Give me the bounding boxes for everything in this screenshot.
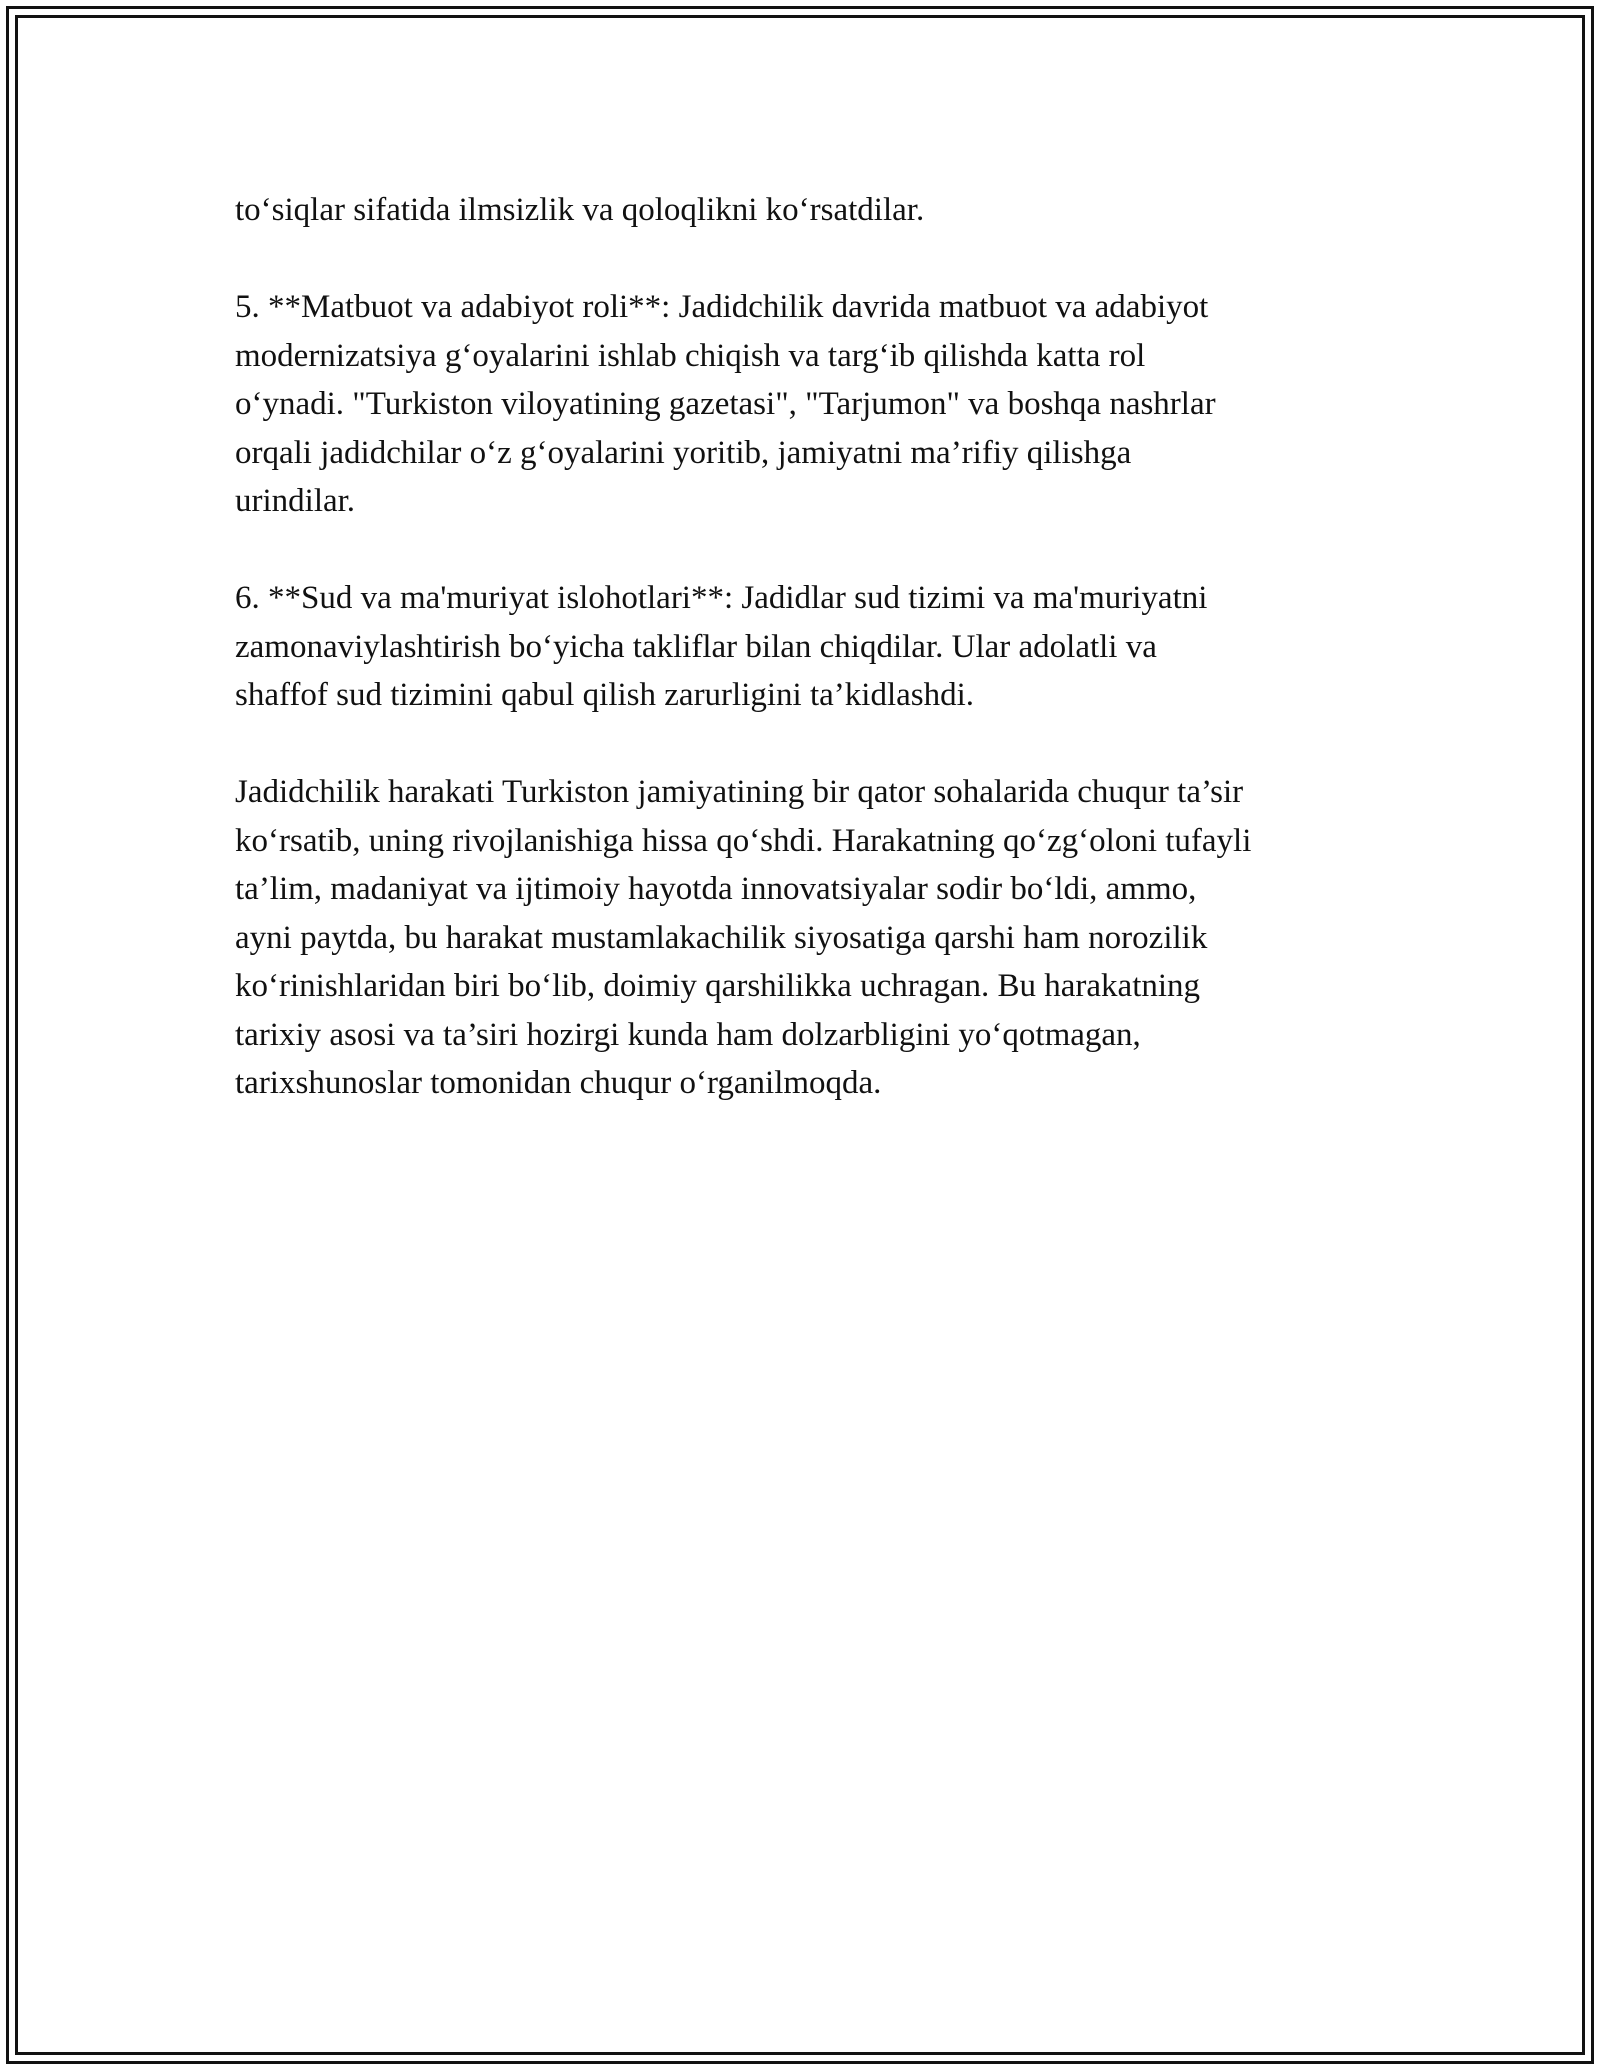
paragraph-item-5-press-literature: 5. **Matbuot va adabiyot roli**: Jadidchilik davrida matbuot va adabiyot modernizatsiya g‘oyalarini ishlab chiqish va targ‘ib qilishda katta rol o‘ynadi. "Turkiston viloyatining gazetasi", "Tarjumon" va boshqa nashrlar orqali jadidchilar o‘z g‘oyalarini yoritib, jamiyatni ma’rifiy qilishga urindilar. <box>235 289 1216 519</box>
paragraph-item-6-court-administration: 6. **Sud va ma'muriyat islohotlari**: Jadidlar sud tizimi va ma'muriyatni zamonaviylashtirish bo‘yicha takliflar bilan chiqdilar. Ular adolatli va shaffof sud tizimini qabul qilish zarurligini ta’kidlashdi. <box>235 580 1208 713</box>
document-body <box>235 186 1385 1156</box>
paragraph-conclusion: Jadidchilik harakati Turkiston jamiyatining bir qator sohalarida chuqur ta’sir ko‘rsatib, uning rivojlanishiga hissa qo‘shdi. Harakatning qo‘zg‘oloni tufayli ta’lim, madaniyat va ijtimoiy hayotda innovatsiyalar sodir bo‘ldi, ammo, ayni paytda, bu harakat mustamlakachilik siyosatiga qarshi ham norozilik ko‘rinishlaridan biri bo‘lib, doimiy qarshilikka uchragan. Bu harakatning tarixiy asosi va ta’siri hozirgi kunda ham dolzarbligini yo‘qotmagan, tarixshunoslar tomonidan chuqur o‘rganilmoqda. <box>235 774 1252 1101</box>
paragraph-continuation: to‘siqlar sifatida ilmsizlik va qoloqlikni ko‘rsatdilar. <box>235 192 925 228</box>
